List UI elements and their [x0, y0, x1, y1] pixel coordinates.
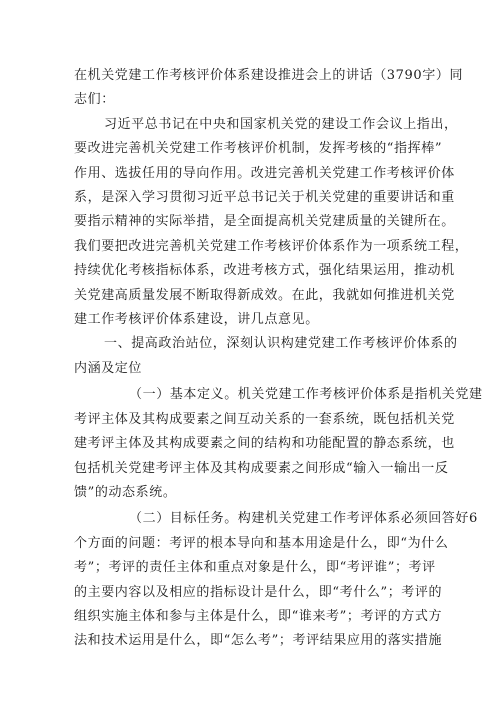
text-line: 考”；考评的责任主体和重点对象是什么，即“考评谁”；考评 [74, 560, 436, 576]
text-line: 考评主体及其构成要素之间互动关系的一套系统，既包括机关党 [74, 411, 455, 427]
text-line: 馈”的动态系统。 [74, 484, 177, 500]
text-line: 法和技术运用是什么，即“怎么考”；考评结果应用的落实措施 [74, 633, 443, 649]
text-line: 要指示精神的实际举措，是全面提高机关党建质量的关键所在。 [74, 214, 455, 230]
paragraph-2 [74, 383, 483, 505]
heading-line: 一、提高政治站位，深刻认识构建党建工作考核评价体系的 [104, 336, 458, 352]
section-heading-1 [74, 332, 458, 381]
text-line: （一）基本定义。机关党建工作考核评价体系是指机关党建 [129, 387, 483, 403]
text-line: 系，是深入学习贯彻习近平总书记关于机关党建的重要讲话和重 [74, 190, 455, 206]
document-title-line-1: 在机关党建工作考核评价体系建设推进会上的讲话（3790字）同 [74, 68, 464, 83]
document-body [74, 64, 483, 654]
text-line: 建工作考核评价体系建设，讲几点意见。 [74, 312, 319, 328]
text-line: （二）目标任务。构建机关党建工作考评体系必须回答好6 [129, 511, 478, 527]
text-line: 我们要把改进完善机关党建工作考核评价体系作为一项系统工程， [74, 238, 469, 254]
paragraph-1 [74, 113, 469, 333]
document-title-line-2: 志们： [74, 92, 115, 108]
heading-line: 内涵及定位 [74, 360, 143, 376]
text-line: 要改进完善机关党建工作考核评价机制，发挥考核的“指挥棒” [74, 141, 443, 157]
text-line: 包括机关党建考评主体及其构成要素之间形成“输入一输出一反 [74, 460, 449, 476]
text-line: 习近平总书记在中央和国家机关党的建设工作会议上指出， [104, 116, 458, 132]
text-line: 作用、选拔任用的导向作用。改进完善机关党建工作考核评价体 [74, 165, 455, 181]
text-line: 持续优化考核指标体系，改进考核方式，强化结果运用，推动机 [74, 263, 455, 279]
text-line: 个方面的问题：考评的根本导向和基本用途是什么，即“为什么 [74, 535, 449, 551]
text-line: 建考评主体及其构成要素之间的结构和功能配置的静态系统，也 [74, 436, 455, 452]
paragraph-3 [74, 507, 478, 653]
text-line: 关党建高质量发展不断取得新成效。在此，我就如何推进机关党 [74, 287, 455, 303]
text-line: 的主要内容以及相应的指标设计是什么，即“考什么”；考评的 [74, 584, 443, 600]
text-line: 组织实施主体和参与主体是什么，即“谁来考”；考评的方式方 [74, 608, 443, 624]
